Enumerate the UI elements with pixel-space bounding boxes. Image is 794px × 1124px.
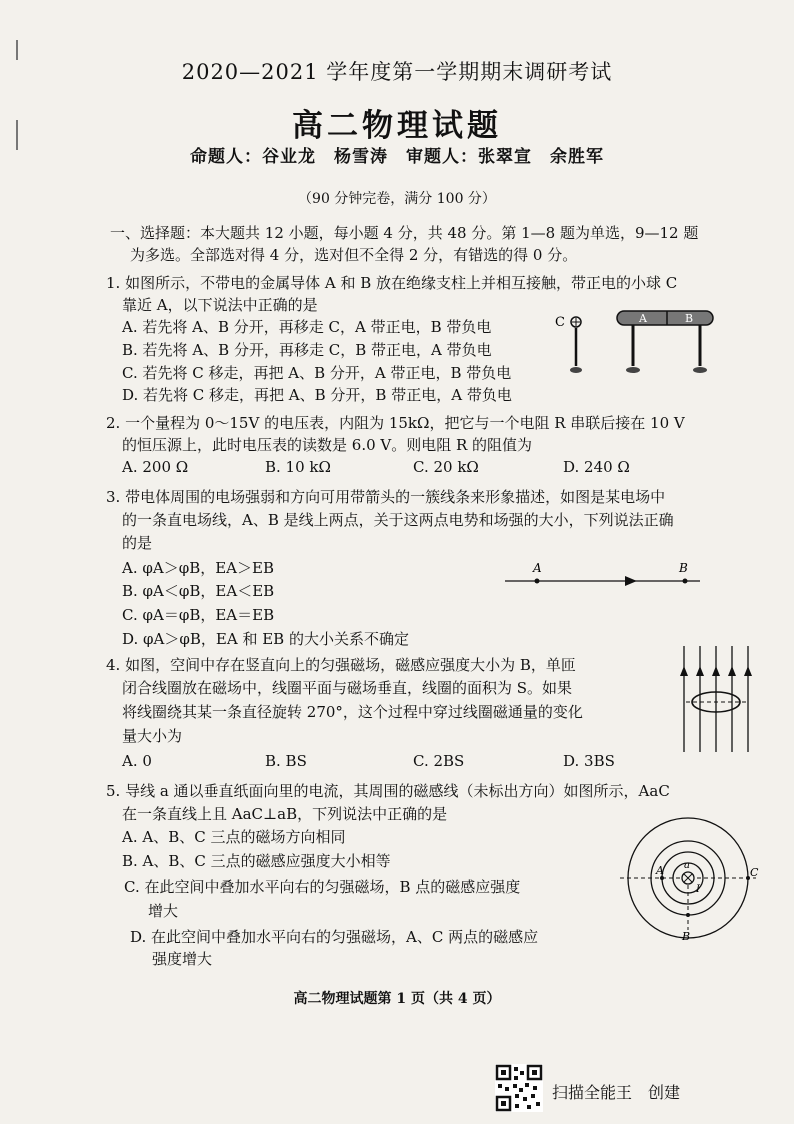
field-arrow bbox=[625, 576, 637, 586]
q3-option-c: C. φA＝φB，EA＝EB bbox=[122, 606, 275, 624]
q2-option-c: C. 20 kΩ bbox=[413, 458, 479, 476]
q2-stem-cont: 的恒压源上，此时电压表的读数是 6.0 V。则电阻 R 的阻值为 bbox=[122, 436, 533, 454]
q1-figure-conductors bbox=[555, 302, 755, 382]
q1-option-a: A. 若先将 A、B 分开，再移走 C，A 带正电，B 带负电 bbox=[122, 318, 492, 336]
q3-option-d: D. φA＞φB，EA 和 EB 的大小关系不确定 bbox=[122, 630, 409, 648]
qr-code-icon bbox=[495, 1064, 543, 1112]
timing-line: （90 分钟完卷，满分 100 分） bbox=[298, 191, 496, 207]
q5-option-a: A. A、B、C 三点的磁场方向相同 bbox=[122, 828, 346, 846]
q5-option-d: D. 在此空间中叠加水平向右的匀强磁场，A、C 两点的磁感应 bbox=[130, 928, 539, 946]
q5-stem: 5. 导线 a 通以垂直纸面向里的电流，其周围的磁感线（未标出方向）如图所示，AaC bbox=[106, 782, 670, 800]
q2-option-b: B. 10 kΩ bbox=[265, 458, 331, 476]
q3-option-b: B. φA＜φB，EA＜EB bbox=[122, 582, 275, 600]
q4-stem-cont-3: 量大小为 bbox=[122, 727, 183, 745]
section-intro: 一、选择题：本大题共 12 小题，每小题 4 分，共 48 分。第 1—8 题为单选，9—12 题 bbox=[110, 224, 699, 242]
q3-figure-field-line bbox=[505, 560, 705, 590]
q5-label-a: A bbox=[656, 864, 664, 877]
q4-option-a: A. 0 bbox=[122, 752, 152, 770]
q1-label-c: C bbox=[555, 315, 565, 330]
q4-option-b: B. BS bbox=[265, 752, 307, 770]
q3-label-a: A bbox=[533, 561, 542, 575]
q3-label-b: B bbox=[679, 561, 688, 575]
q5-label-wire: a bbox=[684, 860, 690, 871]
q4-option-d: D. 3BS bbox=[563, 752, 615, 770]
q4-figure-magnetic-field bbox=[676, 642, 756, 754]
q3-option-a: A. φA＞φB，EA＞EB bbox=[122, 559, 274, 577]
exam-title: 2020—2021 学年度第一学期期末调研考试 bbox=[181, 60, 613, 84]
q2-option-d: D. 240 Ω bbox=[563, 458, 630, 476]
q1-option-b: B. 若先将 A、B 分开，再移走 C，B 带正电，A 带负电 bbox=[122, 341, 492, 359]
q1-option-c: C. 若先将 C 移走，再把 A、B 分开，A 带正电，B 带负电 bbox=[122, 364, 512, 382]
q5-option-d-cont: 强度增大 bbox=[152, 950, 213, 968]
q5-label-b: B bbox=[682, 930, 691, 943]
q1-option-d: D. 若先将 C 移走，再把 A、B 分开，B 带正电，A 带负电 bbox=[122, 386, 512, 404]
q3-stem-cont: 的一条直电场线，A、B 是线上两点，关于这两点电势和场强的大小，下列说法正确 bbox=[122, 511, 674, 529]
q4-stem-cont: 闭合线圈放在磁场中，线圈平面与磁场垂直，线圈的面积为 S。如果 bbox=[122, 679, 573, 697]
q2-stem: 2. 一个量程为 0～15V 的电压表，内阻为 15kΩ，把它与一个电阻 R 串联后接在 10 V bbox=[106, 414, 685, 432]
q5-option-c: C. 在此空间中叠加水平向右的匀强磁场，B 点的磁感应强度 bbox=[124, 878, 521, 896]
conductor-ab bbox=[617, 311, 713, 325]
q4-stem-cont-2: 将线圈绕其某一条直径旋转 270°，这个过程中穿过线圈磁通量的变化 bbox=[122, 703, 583, 721]
authors-line: 命题人：谷业龙 杨雪涛 审题人：张翠宣 余胜军 bbox=[190, 147, 604, 167]
subject-title: 高二物理试题 bbox=[292, 108, 502, 144]
q1-stem: 1. 如图所示，不带电的金属导体 A 和 B 放在绝缘支柱上并相互接触，带正电的小球 C bbox=[106, 274, 678, 292]
q3-stem: 3. 带电体周围的电场强弱和方向可用带箭头的一簇线条来形象描述，如图是某电场中 bbox=[106, 488, 666, 506]
q2-option-a: A. 200 Ω bbox=[122, 458, 189, 476]
q5-label-i: I bbox=[696, 884, 700, 895]
page-footer: 高二物理试题第 1 页（共 4 页） bbox=[293, 991, 501, 1007]
scanner-watermark: 扫描全能王 创建 bbox=[552, 1083, 681, 1102]
q5-option-b: B. A、B、C 三点的磁感应强度大小相等 bbox=[122, 852, 391, 870]
q5-option-c-cont: 增大 bbox=[148, 902, 179, 920]
q5-stem-cont: 在一条直线上且 AaC⊥aB，下列说法中正确的是 bbox=[122, 805, 448, 823]
q3-stem-cont-2: 的是 bbox=[122, 534, 153, 552]
q4-option-c: C. 2BS bbox=[413, 752, 465, 770]
q1-label-a: A bbox=[639, 312, 647, 325]
q1-label-b: B bbox=[685, 312, 694, 325]
q5-label-c: C bbox=[750, 866, 759, 879]
q5-figure-field-circles bbox=[620, 818, 760, 946]
q4-stem: 4. 如图，空间中存在竖直向上的匀强磁场，磁感应强度大小为 B，单匝 bbox=[106, 656, 576, 674]
section-intro-cont: 为多选。全部选对得 4 分，选对但不全得 2 分，有错选的得 0 分。 bbox=[130, 246, 578, 264]
q1-stem-cont: 靠近 A，以下说法中正确的是 bbox=[122, 296, 318, 314]
